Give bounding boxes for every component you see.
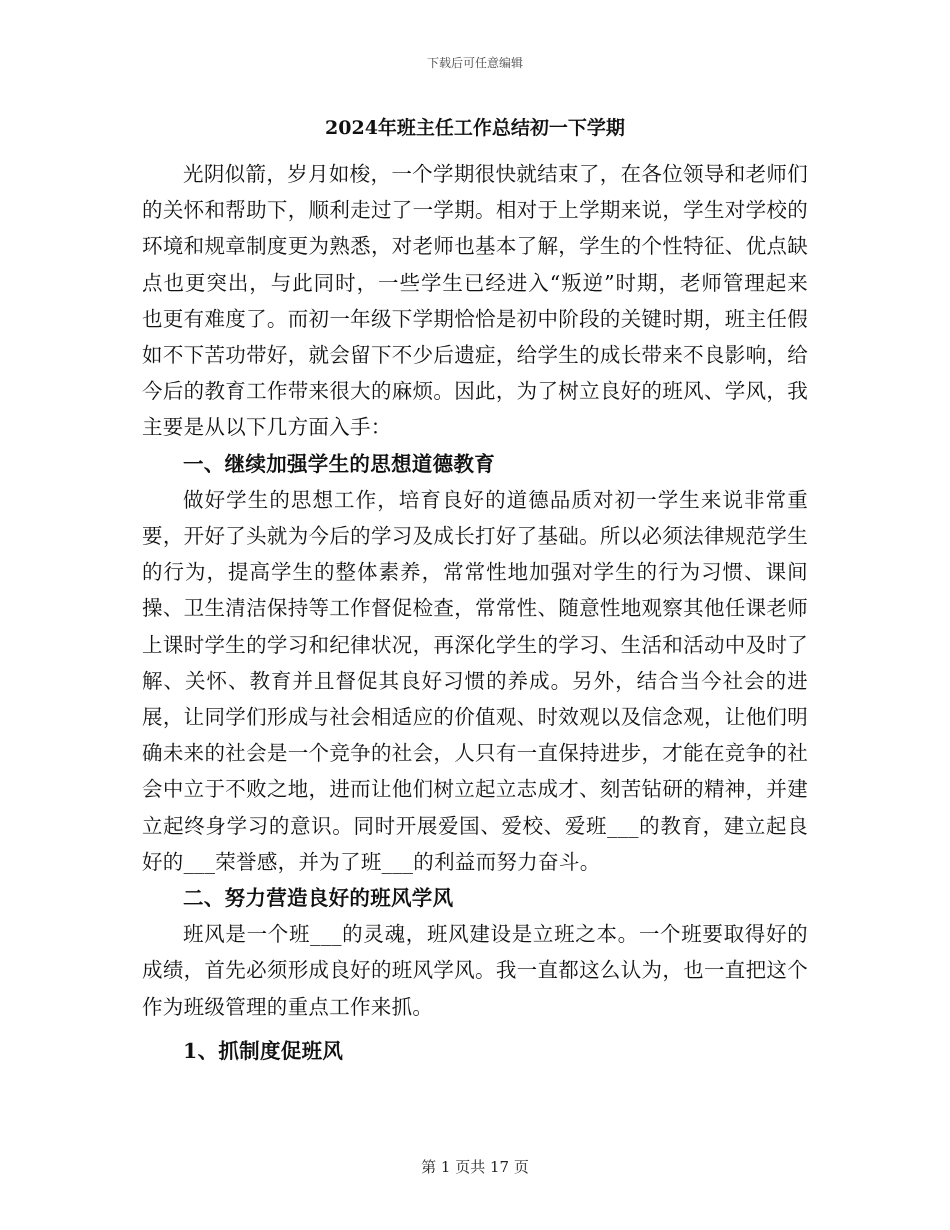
paragraph-section-2: 班风是一个班___的灵魂，班风建设是立班之本。一个班要取得好的成绩，首先必须形成良好的班风学风。我一直都这么认为，也一直把这个作为班级管理的重点工作来抓。 (142, 922, 808, 1019)
section-heading-1: 一、继续加强学生的思想道德教育 (183, 451, 495, 476)
paragraph-section-1: 做好学生的思想工作，培育良好的道德品质对初一学生来说非常重要，开好了头就为今后的学习及成长打好了基础。所以必须法律规范学生的行为，提高学生的整体素养，常常性地加强对学生的行为习惯、课间操、卫生清洁保持等工作督促检查，常常性、随意性地观察其他任课老师上课时学生的学习和纪律状况，再深化学生的学习、生活和活动中及时了解、关怀、教育并且督促其良好习惯的养成。另外，结合当今社会的进展，让同学们形成与社会相适应的价值观、时效观以及信念观，让他们明确未来的社会是一个竞争的社会，人只有一直保持进步，才能在竞争的社会中立于不败之地，进而让他们树立起立志成才、刻苦钻研的精神，并建立起终身学习的意识。同时开展爱国、爱校、爱班___的教育，建立起良好的___荣誉感，并为了班___的利益而努力奋斗。 (142, 487, 808, 874)
header-note: 下载后可任意编辑 (426, 56, 523, 70)
document-title: 2024年班主任工作总结初一下学期 (325, 117, 625, 139)
subsection-heading-1: 1、抓制度促班风 (183, 1038, 344, 1063)
page-number: 第 1 页共 17 页 (421, 1158, 529, 1176)
section-heading-2: 二、努力营造良好的班风学风 (183, 886, 454, 911)
paragraph-intro: 光阴似箭，岁月如梭，一个学期很快就结束了，在各位领导和老师们的关怀和帮助下，顺利走过了一学期。相对于上学期来说，学生对学校的环境和规章制度更为熟悉，对老师也基本了解，学生的个性特征、优点缺点也更突出，与此同时，一些学生已经进入“叛逆”时期，老师管理起来也更有难度了。而初一年级下学期恰恰是初中阶段的关键时期，班主任假如不下苦功带好，就会留下不少后遗症，给学生的成长带来不良影响，给今后的教育工作带来很大的麻烦。因此，为了树立良好的班风、学风，我主要是从以下几方面入手： (142, 162, 808, 440)
document-body (142, 112, 808, 1069)
